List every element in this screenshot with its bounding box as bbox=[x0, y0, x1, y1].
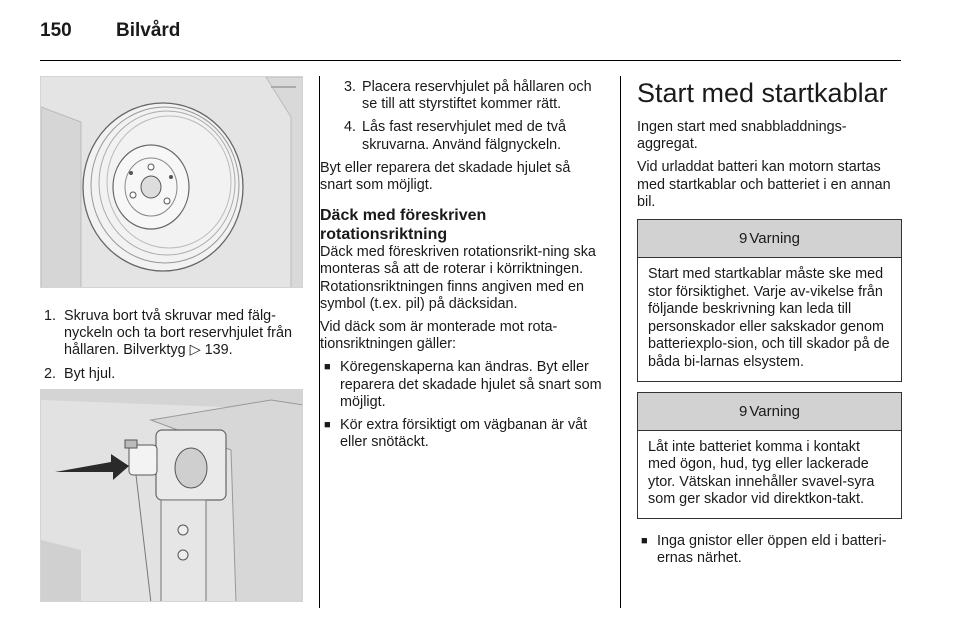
list-item: ■ Köregenskaperna kan ändras. Byt eller reparera det skadade hjulet så snart som möjligt. bbox=[324, 359, 602, 410]
warning-box bbox=[637, 219, 902, 382]
list-item: ■ Inga gnistor eller öppen eld i batteri-ernas närhet. bbox=[641, 532, 887, 567]
column-divider-2 bbox=[620, 76, 621, 608]
warning-box bbox=[637, 392, 902, 519]
paragraph: Däck med föreskriven rotationsrikt-ning ska monteras så att de roterar i körriktningen. Rotationsriktningen finns angiven med en symbol (t.ex. pil) på däcksidan. bbox=[320, 244, 596, 312]
paragraph: Vid urladdat batteri kan motorn startas med startkablar och batteriet i en annan bil. bbox=[637, 159, 891, 210]
paragraph: Byt eller reparera det skadade hjulet så snart som möjligt. bbox=[320, 159, 571, 194]
warning-header: 9 Varning bbox=[638, 220, 901, 258]
steps-list-1 bbox=[40, 308, 303, 383]
bullet-icon: ■ bbox=[641, 534, 648, 547]
steps-list-2 bbox=[320, 79, 602, 154]
warning-icon: 9 bbox=[739, 402, 748, 420]
header-rule bbox=[40, 60, 901, 61]
spare-wheel-illustration bbox=[40, 76, 303, 288]
bullet-icon: ■ bbox=[324, 361, 331, 374]
warning-text: Låt inte batteriet komma i kontakt med ögon, hud, tyg eller lackerade ytor. Vätskan innehåller svavel-syra som ger skador vid direktkon-takt. bbox=[648, 438, 875, 508]
bullet-list bbox=[320, 359, 602, 451]
page-number: 150 bbox=[40, 20, 72, 41]
section-heading: Däck med föreskriven rotationsriktning bbox=[320, 207, 487, 244]
list-item: 4. Lås fast reservhjulet med de två skruvarna. Använd fälgnyckeln. bbox=[344, 119, 566, 153]
bullet-icon: ■ bbox=[324, 419, 331, 432]
list-item: 1. Skruva bort två skruvar med fälg-nyckeln och ta bort reservhjulet från hållaren. Bilverktyg ▷ 139. bbox=[44, 308, 292, 359]
wheel-holder-illustration bbox=[40, 389, 303, 602]
bullet-list bbox=[637, 533, 902, 567]
list-item: ■ Kör extra försiktigt om vägbanan är våt eller snötäckt. bbox=[324, 417, 588, 451]
column-2 bbox=[320, 79, 602, 457]
warning-text: Start med startkablar måste ske med stor försiktighet. Varje av-vikelse från följande beskrivning kan leda till personskador eller sakskador genom batteriexplo-sion, och till skador på de båda bi-larnas elsystem. bbox=[648, 266, 890, 370]
section-title: Start med startkablar bbox=[637, 78, 888, 108]
paragraph: Vid däck som är monterade mot rota-tionsriktningen gäller: bbox=[320, 319, 558, 353]
page-title: Bilvård bbox=[116, 20, 181, 41]
list-item: 2. Byt hjul. bbox=[44, 365, 116, 382]
column-1 bbox=[40, 76, 303, 602]
warning-icon: 9 bbox=[739, 230, 748, 248]
warning-header: 9 Varning bbox=[638, 393, 901, 431]
list-item: 3. Placera reservhjulet på hållaren och se till att styrstiftet kommer rätt. bbox=[344, 79, 592, 113]
paragraph: Ingen start med snabbladdnings-aggregat. bbox=[637, 119, 847, 153]
column-3 bbox=[637, 77, 902, 573]
